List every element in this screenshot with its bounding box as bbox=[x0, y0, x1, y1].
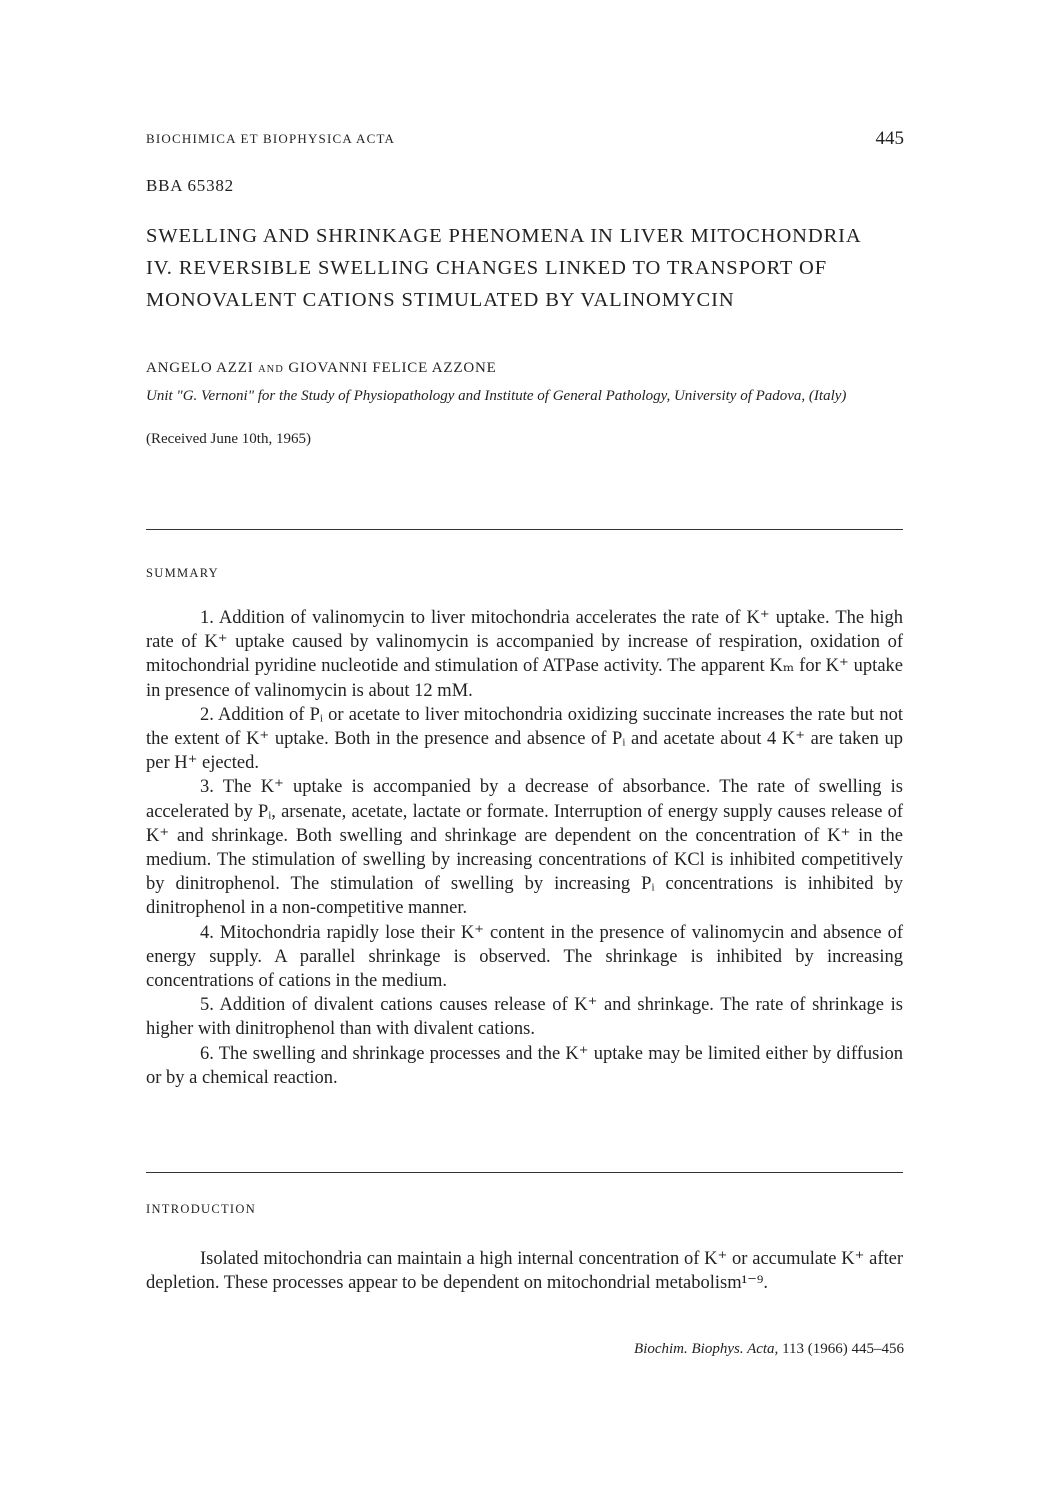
page-number: 445 bbox=[875, 128, 904, 149]
author-conjunction: AND bbox=[258, 364, 284, 375]
received-date: (Received June 10th, 1965) bbox=[146, 431, 311, 447]
affiliation: Unit "G. Vernoni" for the Study of Physiopathology and Institute of General Pathology, University of Padova, (Italy) bbox=[146, 388, 847, 404]
footer-journal: Biochim. Biophys. Acta, bbox=[634, 1341, 779, 1357]
footer-citation: 113 (1966) 445–456 bbox=[782, 1341, 904, 1357]
title-line: MONOVALENT CATIONS STIMULATED BY VALINOMYCIN bbox=[146, 289, 735, 311]
summary-item: 5. Addition of divalent cations causes release of K⁺ and shrinkage. The rate of shrinkage is higher with dinitrophenol than with divalent cations. bbox=[146, 995, 903, 1040]
summary-item: 6. The swelling and shrinkage processes and the K⁺ uptake may be limited either by diffusion or by a chemical reaction. bbox=[146, 1043, 903, 1088]
summary-item: 4. Mitochondria rapidly lose their K⁺ content in the presence of valinomycin and absence of energy supply. A parallel shrinkage is observed. The shrinkage is inhibited by increasing concentrations of cations in the medium. bbox=[146, 922, 903, 992]
summary-item: 1. Addition of valinomycin to liver mitochondria accelerates the rate of K⁺ uptake. The high rate of K⁺ uptake caused by valinomycin is accompanied by increase of respiration, oxidation of mitochondrial pyridine nucleotide and stimulation of ATPase activity. The apparent Kₘ for K⁺ uptake in presence of valinomycin is about 12 mM. bbox=[146, 608, 903, 701]
author-list bbox=[146, 360, 497, 377]
title-line: SWELLING AND SHRINKAGE PHENOMENA IN LIVER MITOCHONDRIA bbox=[146, 225, 862, 247]
bba-identifier: BBA 65382 bbox=[146, 176, 234, 195]
summary-item: 3. The K⁺ uptake is accompanied by a decrease of absorbance. The rate of swelling is accelerated by Pᵢ, arsenate, acetate, lactate or formate. Interruption of energy supply causes release of K⁺ and shrinkage. Both swelling and shrinkage are dependent on the concentration of K⁺ in the medium. The stimulation of swelling by increasing concentrations of KCl is inhibited competitively by dinitrophenol. The stimulation of swelling by increasing Pᵢ concentrations is inhibited by dinitrophenol in a non-competitive manner. bbox=[146, 777, 903, 919]
section-divider bbox=[146, 1172, 903, 1173]
article-title bbox=[146, 220, 906, 316]
introduction-paragraph: Isolated mitochondria can maintain a high internal concentration of K⁺ or accumulate K⁺ after depletion. These processes appear to be dependent on mitochondrial metabolism¹⁻⁹. bbox=[146, 1249, 903, 1294]
introduction-body bbox=[146, 1247, 903, 1295]
introduction-heading: INTRODUCTION bbox=[146, 1202, 257, 1216]
summary-item: 2. Addition of Pᵢ or acetate to liver mitochondria oxidizing succinate increases the rate but not the extent of K⁺ uptake. Both in the presence and absence of Pᵢ and acetate about 4 K⁺ are taken up per H⁺ ejected. bbox=[146, 704, 903, 774]
section-divider bbox=[146, 529, 903, 530]
summary-heading: SUMMARY bbox=[146, 566, 220, 580]
author-name: ANGELO AZZI bbox=[146, 360, 254, 376]
journal-name: BIOCHIMICA ET BIOPHYSICA ACTA bbox=[146, 131, 396, 146]
title-line: IV. REVERSIBLE SWELLING CHANGES LINKED TO TRANSPORT OF bbox=[146, 257, 828, 279]
summary-body bbox=[146, 606, 903, 1090]
author-name: GIOVANNI FELICE AZZONE bbox=[288, 360, 497, 376]
page-footer bbox=[634, 1341, 904, 1358]
